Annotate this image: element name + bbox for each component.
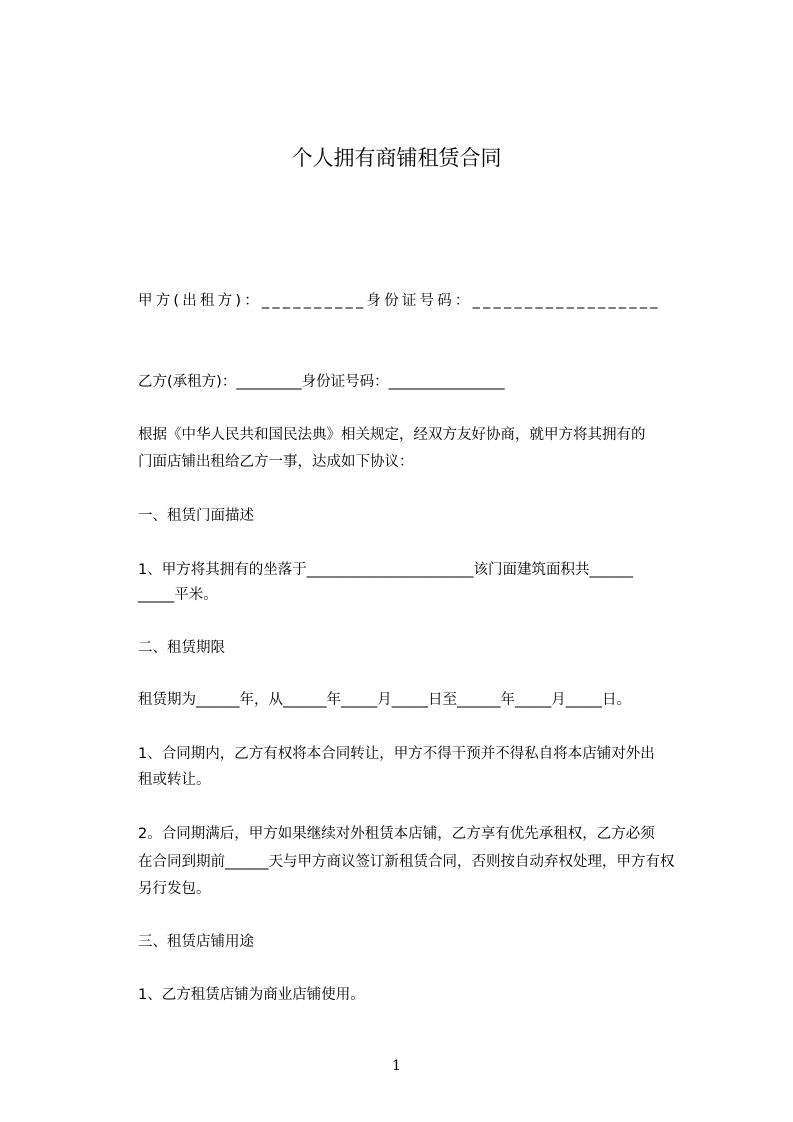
party-b-line: 乙方(承租方)：_________身份证号码：________________	[138, 374, 505, 390]
document-title: 个人拥有商铺租赁合同	[291, 146, 502, 170]
section-2-item-1-line-1: 1、合同期内，乙方有权将本合同转让，甲方不得干预并不得私自将本店铺对外出	[138, 746, 655, 762]
section-3-item-1: 1、乙方租赁店铺为商业店铺使用。	[138, 987, 365, 1003]
section-2-item-2-line-1: 2。合同期满后，甲方如果继续对外租赁本店铺，乙方享有优先承租权，乙方必须	[138, 826, 655, 842]
section-1-item-1-line-1: 1、甲方将其拥有的坐落于_______________________该门面建筑面积共______	[138, 562, 633, 578]
section-2-heading: 二、租赁期限	[138, 640, 225, 656]
page-number: 1	[392, 1058, 401, 1074]
party-a-line: 甲方(出租方)：__________身份证号码：__________________	[138, 293, 661, 309]
section-1-item-1-line-2: _____平米。	[138, 587, 218, 603]
section-2-item-2-line-2: 在合同到期前______天与甲方商议签订新租赁合同，否则按自动弃权处理，甲方有权	[138, 854, 675, 870]
preamble-line-1: 根据《中华人民共和国民法典》相关规定，经双方友好协商，就甲方将其拥有的	[138, 427, 646, 443]
section-2-item-2-line-3: 另行发包。	[138, 881, 211, 897]
section-2-item-1-line-2: 租或转让。	[138, 772, 211, 788]
section-3-heading: 三、租赁店铺用途	[138, 934, 254, 950]
section-2-term: 租赁期为______年，从______年_____月_____日至______年_____月_____日。	[138, 692, 631, 708]
section-1-heading: 一、租赁门面描述	[138, 508, 254, 524]
preamble-line-2: 门面店铺出租给乙方一事，达成如下协议：	[138, 454, 414, 470]
